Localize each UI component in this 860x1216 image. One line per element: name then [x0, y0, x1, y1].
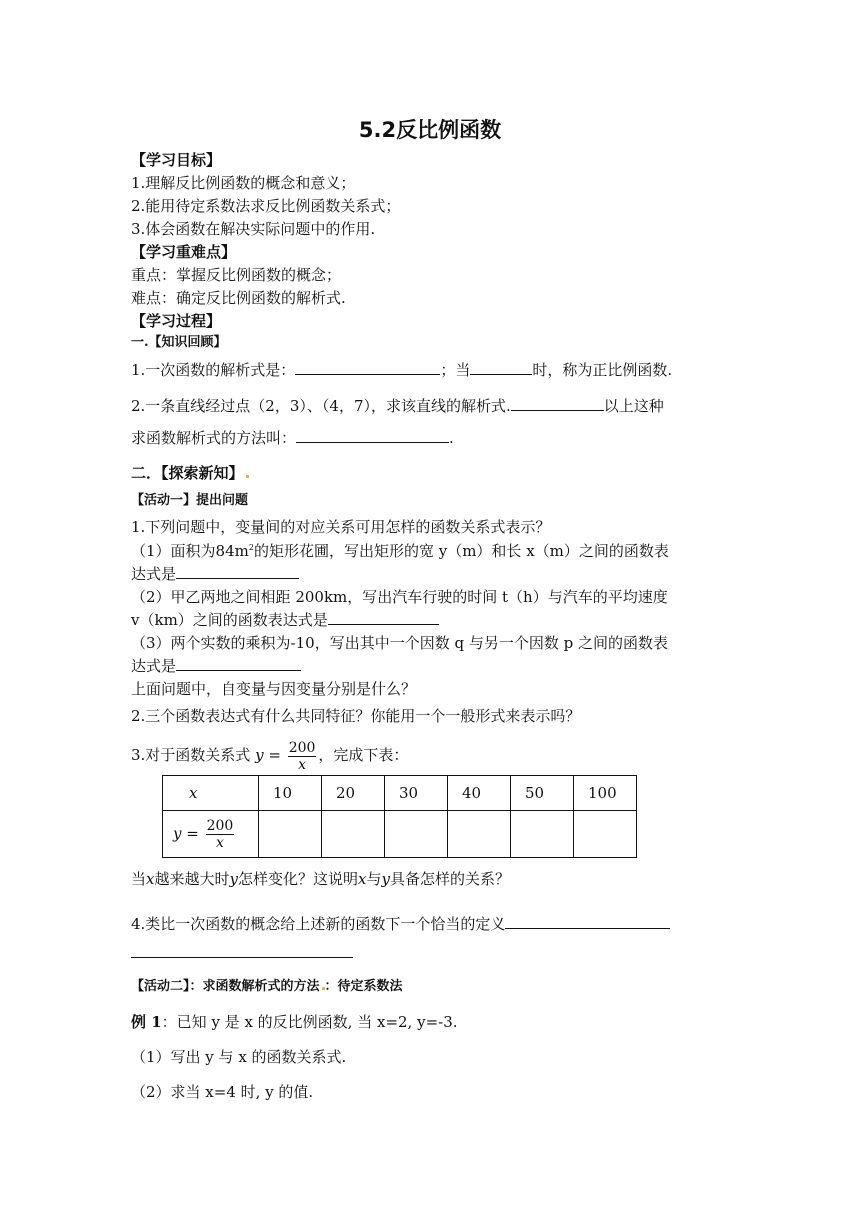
table-cell: 50: [511, 776, 574, 811]
problem-1-text-c: 达式是: [131, 565, 177, 583]
answer-blank[interactable]: [176, 564, 299, 579]
explore-heading-text: 二．【探索新知】: [131, 464, 244, 482]
review-q2-text-d: .: [449, 429, 454, 447]
table-cell-empty[interactable]: [259, 811, 322, 858]
text: 具备怎样的关系？: [389, 870, 510, 888]
answer-line[interactable]: [131, 957, 353, 958]
activity2-heading-b: ：待定系数法: [324, 979, 403, 994]
objective-3: 3.体会函数在解决实际问题中的作用.: [131, 220, 376, 238]
explore-question-4: [131, 914, 670, 934]
review-q2-text-c: 求函数解析式的方法叫：: [131, 429, 297, 447]
activity1-heading: 【活动一】提出问题: [131, 493, 249, 508]
question-3-text-b: ，完成下表：: [318, 746, 409, 764]
table-cell-empty[interactable]: [385, 811, 448, 858]
table-header-x: x: [163, 776, 259, 811]
fraction-denominator: x: [216, 834, 224, 851]
fraction: [288, 740, 317, 773]
page-title: 5.2反比例函数: [358, 118, 502, 142]
example-label: 例 1: [131, 1013, 162, 1031]
process-heading: 【学习过程】: [131, 312, 222, 330]
text: 怎样变化？这说明: [237, 870, 358, 888]
fraction-denominator: x: [298, 756, 306, 773]
question-4-text: 4.类比一次函数的概念给上述新的函数下一个恰当的定义: [131, 915, 506, 933]
answer-blank[interactable]: [511, 396, 604, 411]
answer-blank[interactable]: [296, 428, 449, 443]
review-q2-text-a: 2.一条直线经过点（2，3）、（4，7），求该直线的解析式.: [131, 397, 511, 415]
problem-1: [131, 541, 669, 561]
table-cell: 20: [322, 776, 385, 811]
objective-1: 1.理解反比例函数的概念和意义；: [131, 174, 356, 192]
problem-2-text-b: v（km）之间的函数表达式是: [131, 611, 328, 629]
problem-1-text-b: 的矩形花圃，写出矩形的宽 y（m）和长 x（m）之间的函数表: [253, 542, 669, 560]
activity2-heading: [131, 977, 403, 997]
review-q1-text-a: 1.一次函数的解析式是：: [131, 361, 296, 379]
difficult-point: 难点：确定反比例函数的解析式.: [131, 289, 346, 307]
variable-x: x: [358, 870, 367, 888]
example-text: ：已知 y 是 x 的反比例函数, 当 x=2, y=-3.: [161, 1013, 458, 1031]
example-1: [131, 1012, 458, 1032]
answer-blank[interactable]: [295, 360, 440, 375]
text: 越来越大时: [154, 870, 230, 888]
problem-1-cont: [131, 564, 299, 584]
objectives-heading: 【学习目标】: [131, 151, 222, 169]
review-q1-text-b: ；当: [440, 361, 471, 379]
important-point: 重点：掌握反比例函数的概念；: [131, 266, 342, 284]
problem-3: （3）两个实数的乘积为-10，写出其中一个因数 q 与另一个因数 p 之间的函数表: [131, 634, 668, 652]
answer-blank[interactable]: [328, 610, 439, 625]
explore-question-1: 1.下列问题中，变量间的对应关系可用怎样的函数关系式表示？: [131, 518, 551, 536]
table-cell-empty[interactable]: [322, 811, 385, 858]
review-heading: 一.【知识回顾】: [131, 335, 227, 350]
example-sub-1: （1）写出 y 与 x 的函数关系式.: [131, 1048, 347, 1066]
review-question-1: [131, 360, 672, 380]
table-cell: 40: [448, 776, 511, 811]
explore-question-3-followup: [131, 869, 510, 889]
table-header-y: [163, 811, 259, 858]
variable-y: y: [229, 870, 238, 888]
review-q1-text-c: 时，称为正比例函数.: [532, 361, 673, 379]
table-cell-empty[interactable]: [574, 811, 637, 858]
variable-y: y: [381, 870, 390, 888]
example-sub-2: （2）求当 x=4 时, y 的值.: [131, 1083, 314, 1101]
answer-blank[interactable]: [505, 914, 670, 929]
formula-y: y =: [255, 746, 281, 764]
objective-2: 2.能用待定系数法求反比例函数关系式；: [131, 197, 401, 215]
table-cell-empty[interactable]: [448, 811, 511, 858]
explore-question-2: 2.三个函数表达式有什么共同特征？你能用一个一般形式来表示吗？: [131, 707, 581, 725]
fraction-numerator: 200: [206, 817, 234, 834]
key-points-heading: 【学习重难点】: [131, 243, 237, 261]
table-cell: 30: [385, 776, 448, 811]
values-table: [162, 775, 637, 858]
answer-blank[interactable]: [470, 360, 532, 375]
problem-3-cont: [131, 656, 301, 676]
superscript: 2: [248, 543, 254, 552]
problem-2-cont: [131, 610, 439, 630]
marker-dot: [246, 475, 249, 478]
problems-followup: 上面问题中，自变量与因变量分别是什么？: [131, 680, 417, 698]
review-question-2-cont: [131, 428, 454, 448]
explore-heading: [131, 463, 249, 483]
answer-blank[interactable]: [176, 656, 301, 671]
problem-2: （2）甲乙两地之间相距 200km，写出汽车行驶的时间 t（h）与汽车的平均速度: [131, 588, 668, 606]
variable-x: x: [146, 870, 155, 888]
review-question-2: [131, 396, 664, 416]
table-cell: 100: [574, 776, 637, 811]
text: 当: [131, 870, 147, 888]
activity2-heading-a: 【活动二】：求函数解析式的方法: [131, 979, 320, 994]
fraction: [206, 818, 235, 851]
formula-y: y =: [173, 824, 199, 842]
table-cell: 10: [259, 776, 322, 811]
problem-3-text-b: 达式是: [131, 657, 177, 675]
question-3-text-a: 3.对于函数关系式: [131, 746, 251, 764]
table-row: [163, 811, 637, 858]
fraction-numerator: 200: [288, 739, 316, 756]
table-cell-empty[interactable]: [511, 811, 574, 858]
table-row: [163, 776, 637, 811]
review-q2-text-b: 以上这种: [603, 397, 664, 415]
problem-1-text-a: （1）面积为84m: [131, 542, 249, 560]
explore-question-3: [131, 735, 408, 775]
text: 与: [366, 870, 382, 888]
